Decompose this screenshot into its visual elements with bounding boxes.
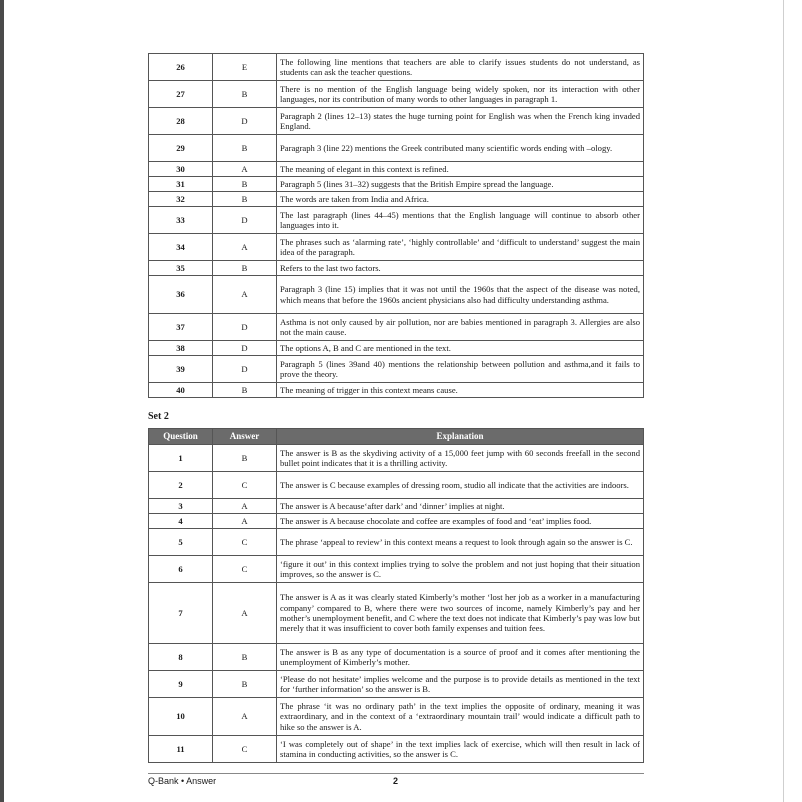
answer-cell: D [213,314,277,341]
explanation-cell: Paragraph 5 (lines 31–32) suggests that the British Empire spread the language. [277,177,644,192]
explanation-cell: The answer is A because chocolate and coffee are examples of food and ‘eat’ implies food. [277,514,644,529]
explanation-cell: There is no mention of the English language being widely spoken, nor its interaction with other languages, nor its contribution of many words to other languages in paragraph 1. [277,81,644,108]
table-row [149,499,644,514]
explanation-cell: The last paragraph (lines 44–45) mentions that the English language will continue to absorb other languages into it. [277,207,644,234]
table-body [149,54,644,398]
header-question: Question [149,429,213,445]
answer-cell: B [213,383,277,398]
question-number-cell: 35 [149,261,213,276]
answer-cell: B [213,81,277,108]
explanation-cell: The answer is B as the skydiving activity of a 15,000 feet jump with 60 seconds freefall in the second bullet point indicates that it is a thrilling activity. [277,445,644,472]
table-row [149,276,644,314]
explanation-cell: Paragraph 5 (lines 39and 40) mentions the relationship between pollution and asthma,and it fails to prove the theory. [277,356,644,383]
table-row [149,698,644,736]
table-row [149,234,644,261]
answer-cell: B [213,192,277,207]
question-number-cell: 39 [149,356,213,383]
table-row [149,135,644,162]
question-number-cell: 1 [149,445,213,472]
question-number-cell: 28 [149,108,213,135]
answer-cell: C [213,736,277,763]
question-number-cell: 29 [149,135,213,162]
explanation-cell: ‘figure it out’ in this context implies trying to solve the problem and not just hoping that their situation improves, so the answer is C. [277,556,644,583]
question-number-cell: 36 [149,276,213,314]
question-number-cell: 4 [149,514,213,529]
table-row [149,472,644,499]
table-row [149,54,644,81]
question-number-cell: 37 [149,314,213,341]
explanation-cell: The answer is A because‘after dark’ and ‘dinner’ implies at night. [277,499,644,514]
page-edge [0,0,4,802]
page-number: 2 [393,776,399,786]
table-row [149,356,644,383]
footer-divider [148,773,644,774]
question-number-cell: 3 [149,499,213,514]
question-number-cell: 32 [149,192,213,207]
answer-cell: D [213,108,277,135]
explanation-cell: ‘I was completely out of shape’ in the text implies lack of exercise, which will then result in lack of stamina in conducting activities, so the answer is C. [277,736,644,763]
explanation-cell: The phrase ‘appeal to review’ in this context means a request to look through again so the answer is C. [277,529,644,556]
explanation-cell: The meaning of elegant in this context is refined. [277,162,644,177]
table-row [149,81,644,108]
explanation-cell: The meaning of trigger in this context means cause. [277,383,644,398]
footer-book-title: Q-Bank • Answer [148,776,217,786]
explanation-cell: Paragraph 3 (line 22) mentions the Greek contributed many scientific words ending with –ology. [277,135,644,162]
question-number-cell: 38 [149,341,213,356]
answer-cell: B [213,261,277,276]
answer-cell: D [213,356,277,383]
explanation-cell: The phrases such as ‘alarming rate’, ‘highly controllable’ and ‘difficult to understand’ suggest the main idea of the paragraph. [277,234,644,261]
answer-cell: B [213,135,277,162]
explanation-cell: The words are taken from India and Africa. [277,192,644,207]
question-number-cell: 31 [149,177,213,192]
answer-cell: A [213,162,277,177]
answer-cell: A [213,583,277,644]
answer-cell: B [213,644,277,671]
set-2-label: Set 2 [148,411,169,422]
table-row [149,108,644,135]
table-row [149,556,644,583]
answer-cell: D [213,341,277,356]
explanation-cell: Asthma is not only caused by air pollution, nor are babies mentioned in paragraph 3. Allergies are also not the main cause. [277,314,644,341]
table-row [149,177,644,192]
question-number-cell: 11 [149,736,213,763]
question-number-cell: 30 [149,162,213,177]
question-number-cell: 5 [149,529,213,556]
explanation-cell: Paragraph 3 (line 15) implies that it was not until the 1960s that the aspect of the disease was noted, which means that before the 1960s ancient physicians also had difficulty understanding asthma. [277,276,644,314]
explanation-cell: The following line mentions that teachers are able to clarify issues students do not understand, as students can ask the teacher questions. [277,54,644,81]
table-row [149,514,644,529]
question-number-cell: 33 [149,207,213,234]
explanation-cell: ‘Please do not hesitate’ implies welcome and the purpose is to provide details as mentioned in the text for ‘further information’ so the answer is B. [277,671,644,698]
table-row [149,261,644,276]
header-explanation: Explanation [277,429,644,445]
answer-cell: B [213,177,277,192]
answer-cell: D [213,207,277,234]
table-row [149,207,644,234]
explanation-cell: The phrase ‘it was no ordinary path’ in the text implies the opposite of ordinary, meaning it was extraordinary, and in the context of a ‘extraordinary mountain trail’ would indicate a difficult path to hike so the answer is A. [277,698,644,736]
question-number-cell: 40 [149,383,213,398]
table-row [149,445,644,472]
table-row [149,341,644,356]
question-number-cell: 10 [149,698,213,736]
answer-table-set-2 [148,428,644,763]
table-row [149,192,644,207]
question-number-cell: 34 [149,234,213,261]
answer-cell: B [213,671,277,698]
table-row [149,383,644,398]
answer-cell: A [213,234,277,261]
answer-cell: C [213,556,277,583]
question-number-cell: 2 [149,472,213,499]
table-row [149,314,644,341]
answer-cell: C [213,472,277,499]
explanation-cell: The options A, B and C are mentioned in the text. [277,341,644,356]
question-number-cell: 26 [149,54,213,81]
explanation-cell: Paragraph 2 (lines 12–13) states the huge turning point for English was when the French king invaded England. [277,108,644,135]
question-number-cell: 27 [149,81,213,108]
answer-cell: C [213,529,277,556]
answer-cell: A [213,499,277,514]
answer-cell: E [213,54,277,81]
answer-table-set-1 [148,53,644,398]
question-number-cell: 9 [149,671,213,698]
explanation-cell: Refers to the last two factors. [277,261,644,276]
table-row [149,583,644,644]
table-body [149,445,644,763]
answer-cell: A [213,698,277,736]
table-row [149,162,644,177]
table-row [149,644,644,671]
explanation-cell: The answer is C because examples of dressing room, studio all indicate that the activities are indoors. [277,472,644,499]
answer-cell: A [213,276,277,314]
question-number-cell: 8 [149,644,213,671]
question-number-cell: 6 [149,556,213,583]
explanation-cell: The answer is B as any type of documentation is a source of proof and it comes after mentioning the unemployment of Kimberly’s mother. [277,644,644,671]
margin-line [783,0,784,802]
explanation-cell: The answer is A as it was clearly stated Kimberly’s mother ‘lost her job as a worker in a manufacturing company’ compared to B, where there were two sources of income, namely Kimberly’s pay and her mother’s unemployment benefit, and C where the text does not indicate that Kimberly’s pay was low but merely that it was insufficient to cover both family expenses and tuition fees. [277,583,644,644]
table-header-row [149,429,644,445]
table-row [149,736,644,763]
table-row [149,529,644,556]
answer-cell: A [213,514,277,529]
question-number-cell: 7 [149,583,213,644]
answer-cell: B [213,445,277,472]
header-answer: Answer [213,429,277,445]
table-row [149,671,644,698]
